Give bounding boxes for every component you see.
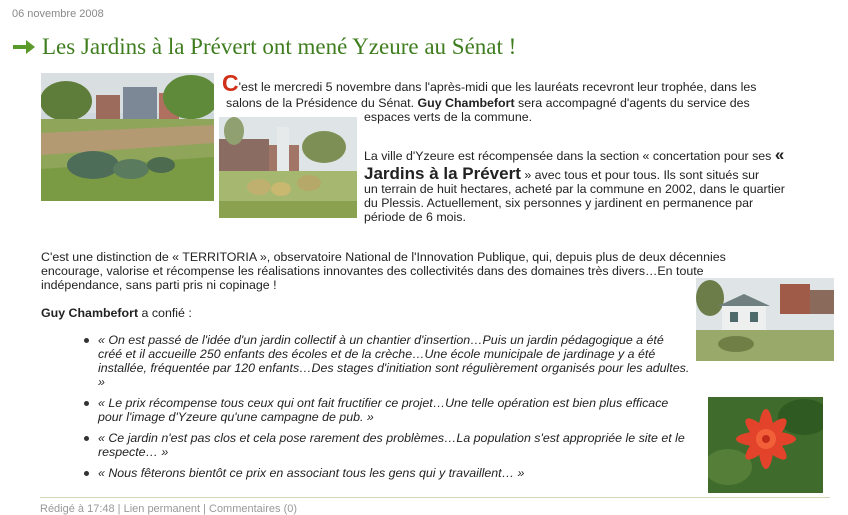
paragraph-award: La ville d'Yzeure est récompensée dans la section « concertation pour ses « Jardins à la Prévert » avec tous et pour tous. Ils sont situés sur un terrain de huit hectares, acheté par la commune en 2002, dans le quartier du Plessis. Actuellement, six personnes y jardinent en permanence par période de 6 mois. — [364, 145, 785, 224]
jardins-highlight: Jardins à la Prévert — [364, 164, 521, 183]
quote-intro: Guy Chambefort a confié : — [41, 306, 192, 320]
footer-divider — [40, 497, 830, 498]
post-title-row — [12, 32, 516, 62]
garden-photo-buildings[interactable] — [219, 117, 357, 218]
arrow-right-icon — [12, 38, 36, 56]
list-item: « On est passé de l'idée d'un jardin collectif à un chantier d'insertion…Puis un jardin pédagogique a été créé et il accueille 250 enfants des écoles et de la crèche…Une école municipale de jardinage y a été installée, fréquentée par 120 enfants…Des stages d'initiation sont régulièrement organisés pour les adultes. » — [80, 333, 690, 389]
dropcap-letter: C — [222, 70, 239, 96]
list-item: « Nous fêterons bientôt ce prix en associant tous les gens qui y travaillent… » — [80, 466, 690, 480]
garden-photo-artichokes[interactable] — [41, 73, 214, 201]
post-date: 06 novembre 2008 — [12, 8, 104, 20]
list-item: « Le prix récompense tous ceux qui ont fait fructifier ce projet…Une telle opération est bien plus efficace pour l'image d'Yzeure qu'une campagne de pub. » — [80, 396, 690, 424]
quotes-list — [80, 333, 690, 487]
list-item: « Ce jardin n'est pas clos et cela pose rarement des problèmes…La population s'est appropriée le site et le respecte… » — [80, 431, 690, 459]
author-name: Guy Chambefort — [417, 96, 515, 110]
paragraph-intro: C'est le mercredi 5 novembre dans l'après-midi que les lauréats recevront leur trophée, dans les salons de la Présidence du Sénat. Guy Chambefort sera accompagné d'agents du service des espaces verts de la commune. — [222, 70, 757, 124]
dahlia-flower-photo[interactable] — [708, 397, 823, 493]
post-footer[interactable]: Rédigé à 17:48 | Lien permanent | Commentaires (0) — [40, 503, 298, 515]
paragraph-territoria: C'est une distinction de « TERRITORIA », observatoire National de l'Innovation Publique, qui, depuis plus de deux décennies encourage, valorise et récompense les réalisations innovantes des collectivités dans des domaines très divers…En toute indépendance, sans parti pris ni copinage ! — [41, 250, 726, 292]
post-title[interactable]: Les Jardins à la Prévert ont mené Yzeure au Sénat ! — [42, 34, 517, 59]
